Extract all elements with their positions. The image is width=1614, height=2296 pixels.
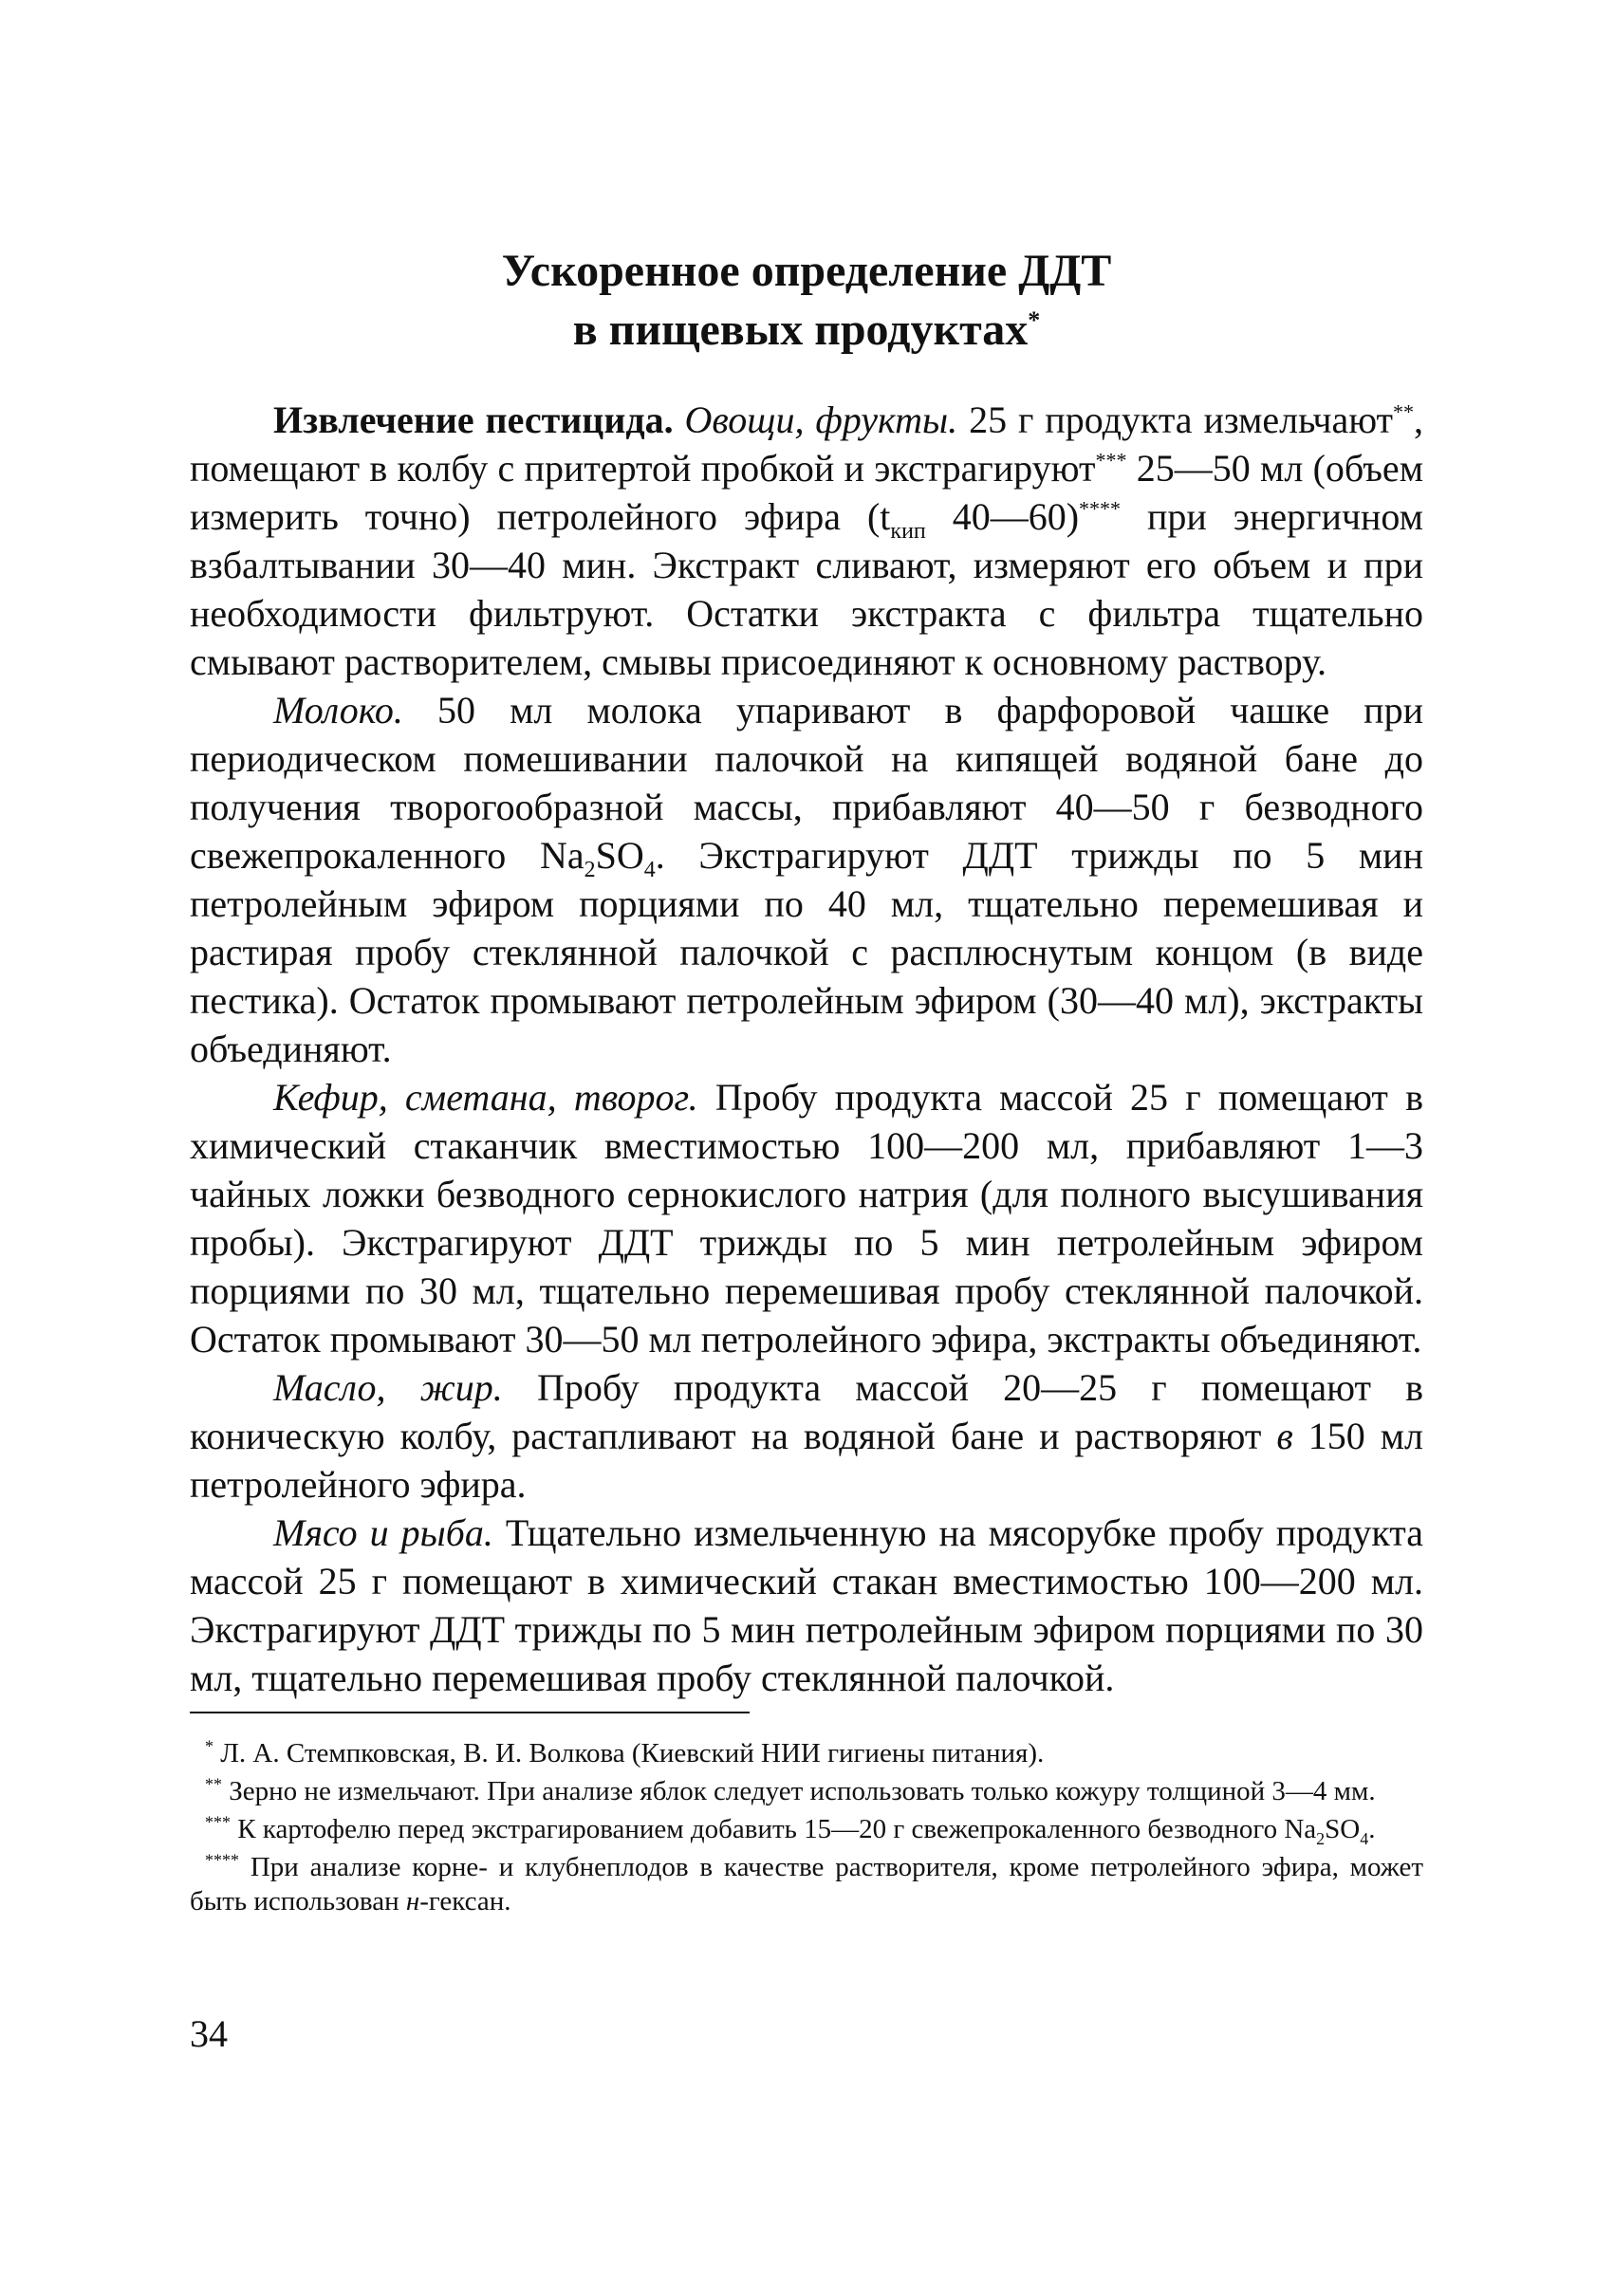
footnote-divider: [190, 1712, 750, 1713]
footnote-mark: **: [205, 1774, 222, 1794]
footnote-mark: *: [205, 1736, 213, 1756]
subsection-label-oil: Масло, жир.: [273, 1366, 503, 1409]
paragraph-text: при энергичном взбалтывании 30—40 мин. Экстракт сливают, измеряют его объем и при необходимости фильтруют. Остатки экстракта с фильтра тщательно смывают растворителем, смывы присоединяют к основному раствору.: [190, 495, 1423, 683]
footnote-text: -гексан.: [419, 1886, 511, 1916]
footnote-text: При анализе корне- и клубнеплодов в качестве растворителя, кроме петролейного эфира, может быть использован: [190, 1852, 1423, 1916]
page-number: 34: [190, 2012, 228, 2055]
subsection-label-vegetables: Овощи, фрукты.: [684, 398, 958, 441]
paragraph-text: 25 г продукта измельчают: [969, 398, 1394, 441]
subscript: 2: [1316, 1828, 1326, 1848]
paragraph-text: 25—50 мл (объем измерить точно) петролейного эфира (t: [190, 447, 1424, 538]
subscript: 4: [1360, 1828, 1369, 1848]
paragraph-text: 50 мл молока упаривают в фарфоровой чашке при периодическом помешивании палочкой на кипящей водяной бане до получения творогообразной массы, прибавляют 40—50 г безводного свежепрокаленного Na: [190, 689, 1423, 877]
paragraph-text: в: [1276, 1415, 1293, 1457]
footnote-text: Л. А. Стемпковская, В. И. Волкова (Киевский НИИ гигиены питания).: [213, 1738, 1045, 1768]
footnote-text: К картофелю перед экстрагированием добавить 15—20 г свежепрокаленного безводного Na: [231, 1814, 1317, 1844]
footnote-1: [190, 1736, 1423, 1770]
paragraph-text: 150 мл петролейного эфира.: [190, 1415, 1423, 1506]
footnote-mark: ****: [205, 1850, 239, 1870]
title-line-1: Ускоренное определение ДДТ: [501, 246, 1112, 296]
footnote-3: [190, 1812, 1423, 1846]
footnote-text: Зерно не измельчают. При анализе яблок следует использовать только кожуру толщиной 3—4 мм.: [222, 1776, 1376, 1806]
footnote-text: .: [1368, 1814, 1376, 1844]
footnotes: [190, 1736, 1423, 1922]
footnote-text: н: [405, 1886, 420, 1916]
footnote-mark: ***: [205, 1812, 231, 1832]
footnote-4: [190, 1850, 1423, 1918]
paragraph-text: Пробу продукта массой 20—25 г помещают в коническую колбу, растапливают на водяной бане и растворяют: [190, 1366, 1423, 1457]
footnote-2: [190, 1774, 1423, 1808]
paragraph-text: SO: [595, 834, 644, 877]
paragraph-text: . Экстрагируют ДДТ трижды по 5 мин петролейным эфиром порциями по 40 мл, тщательно перемешивая и растирая пробу стеклянной палочкой с расплюснутым концом (в виде пестика). Остаток промывают петролейным эфиром (30—40 мл), экстракты объединяют.: [190, 834, 1423, 1070]
subscript: 2: [584, 858, 596, 882]
footnote-ref: **: [1393, 399, 1415, 424]
footnote-ref: ***: [1095, 448, 1127, 472]
body-text: [190, 396, 1423, 1702]
paragraph-milk: [190, 686, 1423, 1073]
paragraph-vegetables: [190, 396, 1423, 686]
paragraph-oil: [190, 1363, 1423, 1509]
section-lead: Извлечение пестицида.: [273, 398, 674, 441]
paragraph-text: Тщательно измельченную на мясорубке пробу продукта массой 25 г помещают в химический стакан вместимостью 100—200 мл. Экстрагируют ДДТ трижды по 5 мин петролейным эфиром порциями по 30 мл, тщательно перемешивая пробу стеклянной палочкой.: [190, 1511, 1423, 1699]
subsection-label-meat: Мясо и рыба.: [273, 1511, 493, 1554]
footnote-text: SO: [1325, 1814, 1361, 1844]
subscript: 4: [643, 858, 656, 882]
page-title: [190, 242, 1423, 360]
title-footnote-mark: *: [1028, 306, 1041, 334]
subscript: кип: [890, 519, 926, 544]
paragraph-text: 40—60): [925, 495, 1080, 538]
paragraph-text: , помещают в колбу с притертой пробкой и экстрагируют: [190, 398, 1424, 490]
title-line-2: в пищевых продуктах: [572, 305, 1029, 355]
page-content: [190, 242, 1423, 1702]
footnote-ref: ****: [1079, 496, 1122, 521]
subsection-label-milk: Молоко.: [273, 689, 403, 731]
subsection-label-kefir: Кефир, сметана, творог.: [273, 1076, 698, 1119]
paragraph-kefir: [190, 1073, 1423, 1363]
paragraph-text: Пробу продукта массой 25 г помещают в химический стаканчик вместимостью 100—200 мл, прибавляют 1—3 чайных ложки безводного сернокислого натрия (для полного высушивания пробы). Экстрагируют ДДТ трижды по 5 мин петролейным эфиром порциями по 30 мл, тщательно перемешивая пробу стеклянной палочкой. Остаток промывают 30—50 мл петролейного эфира, экстракты объединяют.: [190, 1076, 1423, 1361]
paragraph-meat: [190, 1509, 1423, 1702]
